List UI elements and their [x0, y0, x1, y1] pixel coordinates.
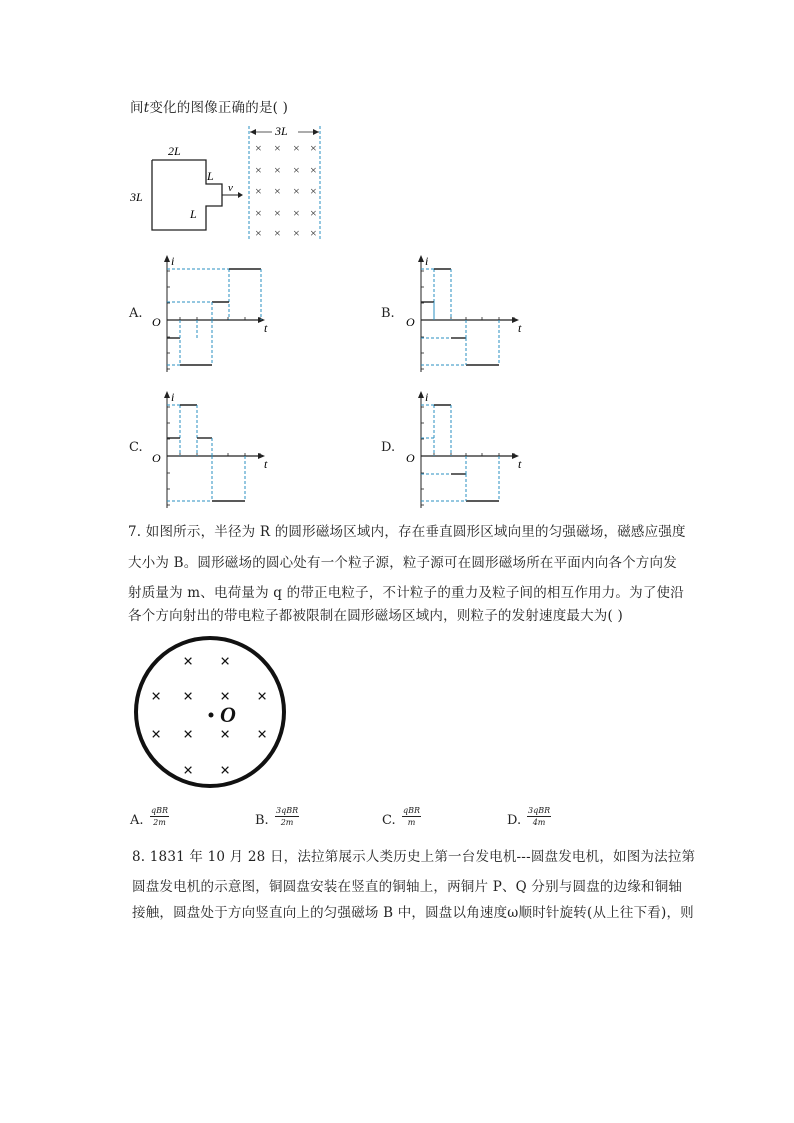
center-dot	[209, 713, 214, 718]
field-cross: ×	[255, 226, 262, 240]
fraction-numerator: 3qBR	[276, 806, 299, 815]
q7-option-letter-c: C.	[382, 813, 396, 828]
q6-stem-text: 变化的图像正确的是( )	[149, 100, 289, 116]
label-2L: 2L	[168, 144, 181, 158]
field-cross: ×	[274, 184, 281, 198]
field-cross: ×	[274, 141, 281, 155]
q7-option-letter-a: A.	[130, 813, 144, 828]
field-cross: ×	[183, 724, 194, 744]
field-cross: ×	[293, 184, 300, 198]
origin-label: O	[152, 315, 161, 329]
field-cross: ×	[310, 206, 317, 220]
y-axis-arrow	[418, 391, 424, 398]
axis-label-t: t	[264, 457, 268, 471]
field-cross: ×	[220, 760, 231, 780]
fraction-denominator: 4m	[532, 818, 546, 827]
q7-option-fraction-c	[402, 806, 421, 827]
q8-line-2: 圆盘发电机的示意图，铜圆盘安装在竖直的铜轴上，两铜片 P、Q 分别与圆盘的边缘和铜轴	[132, 879, 683, 895]
axis-label-i: i	[425, 254, 429, 268]
field-cross: ×	[257, 724, 268, 744]
circular-field-figure	[132, 634, 312, 794]
fraction-numerator: qBR	[151, 806, 169, 815]
q8-line-3: 接触，圆盘处于方向竖直向上的匀强磁场 B 中，圆盘以角速度ω顺时针旋转(从上往下看)，则	[132, 905, 694, 921]
field-cross: ×	[220, 686, 231, 706]
field-cross: ×	[310, 163, 317, 177]
field-cross: ×	[293, 163, 300, 177]
q7-option-letter-b: B.	[255, 813, 269, 828]
field-width-arrow-right	[313, 129, 319, 135]
field-cross: ×	[183, 686, 194, 706]
field-cross: ×	[255, 163, 262, 177]
field-cross: ×	[255, 141, 262, 155]
label-L-step1: L	[207, 169, 214, 183]
fraction-denominator: 2m	[280, 818, 294, 827]
field-cross: ×	[293, 141, 300, 155]
velocity-arrow-head	[238, 192, 243, 198]
q6-stem-tail	[130, 96, 288, 116]
i-t-graph-d	[404, 388, 534, 513]
y-axis-arrow	[164, 391, 170, 398]
field-cross: ×	[151, 686, 162, 706]
axis-label-i: i	[425, 390, 429, 404]
label-3L-left: 3L	[130, 190, 143, 204]
axis-label-t: t	[518, 321, 522, 335]
loop-field-figure	[120, 118, 340, 248]
field-cross: ×	[220, 651, 231, 671]
axis-label-i: i	[171, 390, 175, 404]
field-cross: ×	[183, 651, 194, 671]
field-crosses	[255, 141, 317, 240]
field-cross: ×	[274, 226, 281, 240]
axis-label-t: t	[264, 321, 268, 335]
q8-line-1: 8. 1831 年 10 月 28 日，法拉第展示人类历史上第一台发电机---圆盘发电机，如图为法拉第	[132, 849, 696, 865]
field-cross: ×	[310, 226, 317, 240]
field-cross: ×	[255, 184, 262, 198]
origin-label: O	[152, 451, 161, 465]
graph-option-letter-d: D.	[381, 440, 396, 455]
field-circle	[136, 638, 284, 786]
origin-label: O	[406, 451, 415, 465]
field-cross: ×	[183, 760, 194, 780]
field-cross: ×	[274, 206, 281, 220]
q6-stem-text: 间	[130, 100, 144, 116]
field-cross: ×	[293, 226, 300, 240]
q7-line-2: 大小为 B。圆形磁场的圆心处有一个粒子源，粒子源可在圆形磁场所在平面内向各个方向发	[128, 555, 677, 571]
q7-line-4: 各个方向射出的带电粒子都被限制在圆形磁场区域内，则粒子的发射速度最大为( )	[128, 608, 623, 624]
origin-label: O	[406, 315, 415, 329]
label-3L-field: 3L	[275, 124, 288, 138]
graph-option-letter-c: C.	[129, 440, 143, 455]
fraction-numerator: qBR	[403, 806, 421, 815]
axis-label-i: i	[171, 254, 175, 268]
field-cross: ×	[220, 724, 231, 744]
label-L-step2: L	[190, 207, 197, 221]
fraction-denominator: m	[407, 818, 416, 827]
graph-option-letter-b: B.	[381, 306, 395, 321]
i-t-graph-a	[150, 252, 280, 377]
i-t-graph-b	[404, 252, 534, 377]
field-width-arrow-left	[250, 129, 256, 135]
axis-label-t: t	[518, 457, 522, 471]
graph-option-letter-a: A.	[129, 306, 143, 321]
field-cross: ×	[310, 184, 317, 198]
center-label-O: O	[220, 702, 236, 727]
y-axis-arrow	[164, 255, 170, 262]
field-cross: ×	[151, 724, 162, 744]
field-cross: ×	[255, 206, 262, 220]
y-axis-arrow	[418, 255, 424, 262]
field-cross: ×	[257, 686, 268, 706]
q7-option-fraction-a	[150, 806, 169, 827]
fraction-denominator: 2m	[153, 818, 166, 827]
i-t-graph-c	[150, 388, 280, 513]
q7-option-fraction-b	[275, 806, 299, 827]
field-cross: ×	[293, 206, 300, 220]
q7-option-letter-d: D.	[507, 813, 522, 828]
fraction-numerator: 3qBR	[528, 806, 551, 815]
field-cross: ×	[274, 163, 281, 177]
q7-line-1: 7. 如图所示，半径为 R 的圆形磁场区域内，存在垂直圆形区域向里的匀强磁场，磁感应强度	[128, 524, 686, 540]
q6-stem-var: t	[143, 100, 150, 116]
field-cross: ×	[310, 141, 317, 155]
q7-line-3: 射质量为 m、电荷量为 q 的带正电粒子，不计粒子的重力及粒子间的相互作用力。为了使沿	[128, 585, 684, 601]
q7-option-fraction-d	[527, 806, 551, 827]
label-v: v	[228, 182, 233, 194]
